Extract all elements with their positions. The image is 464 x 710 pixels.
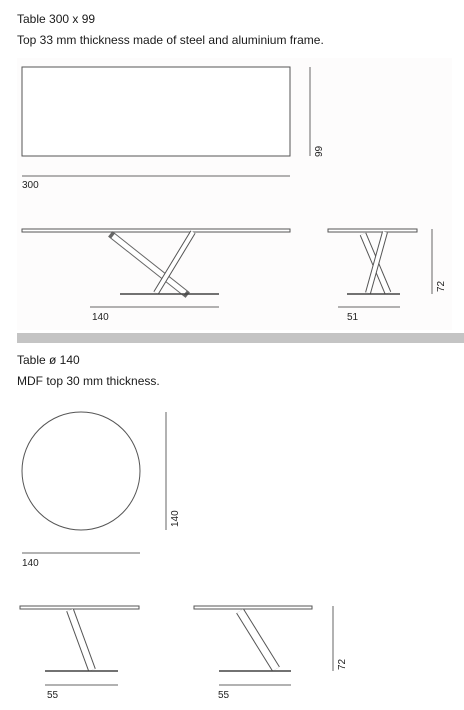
round-depth-label: 140 — [170, 510, 181, 527]
round-height-label: 72 — [337, 658, 348, 670]
rect-length-label: 300 — [22, 180, 39, 191]
round-table-side-view-right — [194, 606, 312, 671]
rect-table-long-side-view — [22, 229, 290, 294]
round-table-title: Table ø 140 — [17, 353, 80, 367]
rect-table-title: Table 300 x 99 — [17, 12, 96, 26]
rect-table-description: Top 33 mm thickness made of steel and aluminium frame. — [17, 33, 324, 47]
round-table-top-view — [22, 412, 140, 530]
rect-table-short-side-view — [328, 229, 417, 294]
round-right-base-label: 55 — [218, 690, 230, 701]
rect-short-base-label: 51 — [347, 312, 359, 323]
round-width-label: 140 — [22, 558, 39, 569]
round-table-side-view-left — [20, 606, 139, 671]
rect-width-label: 99 — [314, 145, 325, 157]
rect-long-base-label: 140 — [92, 312, 109, 323]
section-divider — [17, 333, 464, 343]
rect-table-top-view — [22, 67, 290, 156]
round-table-description: MDF top 30 mm thickness. — [17, 374, 160, 388]
round-left-base-label: 55 — [47, 690, 59, 701]
rect-height-label: 72 — [436, 280, 447, 292]
